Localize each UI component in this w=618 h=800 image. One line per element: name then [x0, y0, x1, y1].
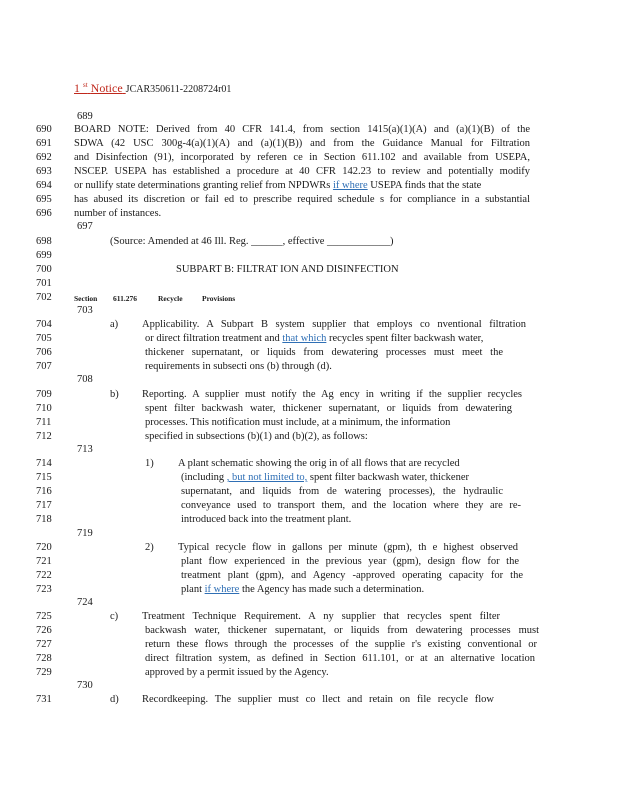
line-number: 694 [36, 180, 52, 191]
subsection-label: a) [110, 319, 119, 330]
line-number: 725 [36, 611, 52, 622]
subpart-heading: SUBPART B: FILTRAT ION AND DISINFECTION [176, 264, 399, 275]
line-number: 717 [36, 500, 52, 511]
document-id: JCAR350611-2208724r01 [125, 84, 232, 95]
paragraph-line: processes. This notification must include, at a minimum, the information [145, 417, 451, 428]
paragraph-line: Typical recycle flow in gallons per minute (gpm), th e highest observed [178, 542, 518, 553]
paragraph-line: plant flow experienced in the previous year (gpm), design flow for the [181, 556, 519, 567]
board-note-line: or nullify state determinations granting relief from NPDWRs if where USEPA finds that the state [74, 180, 482, 191]
line-number: 710 [36, 403, 52, 414]
line-marker-713: 713 [77, 444, 93, 455]
source-note: (Source: Amended at 46 Ill. Reg. ______, effective ____________) [110, 236, 394, 247]
section-title-word: Provisions [202, 294, 236, 303]
revision-link[interactable]: that which [282, 333, 327, 344]
board-note-line: and Disinfection (91), incorporated by referen ce in Section 611.102 and available from USEPA, [74, 152, 530, 163]
paragraph-line: Reporting. A supplier must notify the Ag ency in writing if the supplier recycles [142, 389, 522, 400]
line-number: 726 [36, 625, 52, 636]
paragraph-line: direct filtration system, as defined in Section 611.101, or at an alternative location [145, 653, 535, 664]
paragraph-line: Treatment Technique Requirement. A ny supplier that recycles spent filter [142, 611, 500, 622]
subsection-label: 1) [145, 458, 154, 469]
line-number: 729 [36, 667, 52, 678]
paragraph-line: requirements in subsecti ons (b) through (d). [145, 361, 332, 372]
paragraph-line: A plant schematic showing the orig in of all flows that are recycled [178, 458, 460, 469]
line-number: 722 [36, 570, 52, 581]
paragraph-line: treatment plant (gpm), and Agency -approved operating capacity for the [181, 570, 523, 581]
line-number: 727 [36, 639, 52, 650]
revision-link[interactable]: , but not limited to, [226, 472, 308, 483]
line-number: 705 [36, 333, 52, 344]
paragraph-line: thickener supernatant, or liquids from dewatering processes must meet the [145, 347, 503, 358]
line-number: 701 [36, 278, 52, 289]
board-note-line: number of instances. [74, 208, 162, 219]
paragraph-line: Recordkeeping. The supplier must co llect and retain on file recycle flow [142, 694, 494, 705]
line-number: 704 [36, 319, 52, 330]
paragraph-line: conveyance used to transport them, and the location where they are re- [181, 500, 521, 511]
line-marker-689: 689 [77, 111, 93, 122]
board-note-line: SDWA (42 USC 300g-4(a)(1)(A) and (a)(1)(B)) and from the Guidance Manual for Filtration [74, 138, 530, 149]
board-note-line: has abused its discretion or fail ed to prescribe required schedule s for compliance in a substantial [74, 194, 530, 205]
line-number: 712 [36, 431, 52, 442]
subsection-label: d) [110, 694, 119, 705]
line-number: 698 [36, 236, 52, 247]
line-marker-724: 724 [77, 597, 93, 608]
paragraph-line: approved by a permit issued by the Agency. [145, 667, 329, 678]
line-number: 702 [36, 292, 52, 303]
board-note-line: BOARD NOTE: Derived from 40 CFR 141.4, from section 1415(a)(1)(A) and (a)(1)(B) of the [74, 124, 530, 135]
section-number: 611.276 [113, 294, 137, 303]
revision-link[interactable]: if where [204, 584, 240, 595]
paragraph-line: supernatant, and liquids from de watering processes), the hydraulic [181, 486, 503, 497]
line-marker-708: 708 [77, 374, 93, 385]
notice-header [74, 78, 231, 97]
paragraph-line: specified in subsections (b)(1) and (b)(2), as follows: [145, 431, 368, 442]
paragraph-line: introduced back into the treatment plant. [181, 514, 352, 525]
line-number: 693 [36, 166, 52, 177]
paragraph-line: backwash water, thickener supernatant, or liquids from dewatering processes must [145, 625, 539, 636]
line-marker-703: 703 [77, 305, 93, 316]
line-number: 723 [36, 584, 52, 595]
paragraph-line: Applicability. A Subpart B system supplier that employs co nventional filtration [142, 319, 526, 330]
line-marker-719: 719 [77, 528, 93, 539]
subsection-label: c) [110, 611, 119, 622]
line-number: 716 [36, 486, 52, 497]
line-number: 690 [36, 124, 52, 135]
paragraph-line: (including , but not limited to, spent filter backwash water, thickener [181, 472, 469, 483]
subsection-label: b) [110, 389, 119, 400]
line-number: 714 [36, 458, 52, 469]
line-number: 718 [36, 514, 52, 525]
line-number: 711 [36, 417, 52, 428]
line-number: 691 [36, 138, 52, 149]
paragraph-line: return these flows through the processes of the supplie r's existing conventional or [145, 639, 537, 650]
notice-title: 1 $^{st}$ Notice [74, 81, 123, 95]
subsection-label: 2) [145, 542, 154, 553]
section-title-word: Recycle [158, 294, 183, 303]
line-number: 695 [36, 194, 52, 205]
line-number: 706 [36, 347, 52, 358]
line-number: 728 [36, 653, 52, 664]
line-number: 731 [36, 694, 52, 705]
line-number: 699 [36, 250, 52, 261]
line-number: 709 [36, 389, 52, 400]
line-number: 696 [36, 208, 52, 219]
board-note-line: NSCEP. USEPA has established a procedure at 40 CFR 142.23 to review and potentially modify [74, 166, 530, 177]
line-marker-697: 697 [77, 221, 93, 232]
section-label: Section [74, 294, 98, 303]
line-number: 700 [36, 264, 52, 275]
line-number: 707 [36, 361, 52, 372]
paragraph-line: spent filter backwash water, thickener supernatant, or liquids from dewatering [145, 403, 512, 414]
line-number: 721 [36, 556, 52, 567]
line-number: 692 [36, 152, 52, 163]
paragraph-line: or direct filtration treatment and that which recycles spent filter backwash water, [145, 333, 484, 344]
revision-link[interactable]: if where [332, 180, 368, 191]
line-number: 715 [36, 472, 52, 483]
line-marker-730: 730 [77, 680, 93, 691]
paragraph-line: plant if where the Agency has made such a determination. [181, 584, 425, 595]
line-number: 720 [36, 542, 52, 553]
